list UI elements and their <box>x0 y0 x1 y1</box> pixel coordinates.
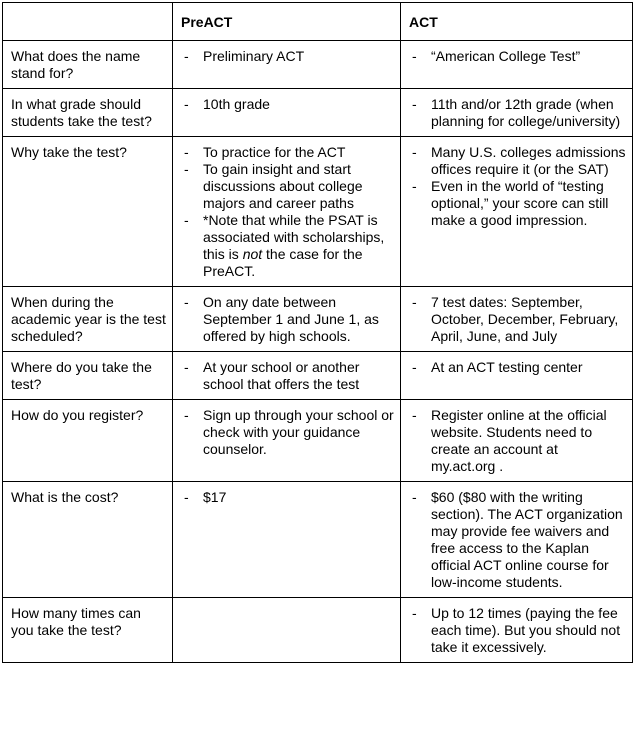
act-bullet-list <box>409 48 626 65</box>
act-bullet-list <box>409 294 626 345</box>
preact-cell <box>173 598 401 663</box>
bullet-item: - 11th and/or 12th grade (when planning for college/university) <box>431 96 626 130</box>
preact-cell <box>173 400 401 482</box>
question-cell: How do you register? <box>3 400 173 482</box>
preact-bullet-list <box>181 48 394 65</box>
act-cell <box>401 482 633 598</box>
note-emphasis: not <box>242 246 263 262</box>
bullet-item: - To gain insight and start discussions about college majors and career paths <box>203 161 394 212</box>
question-cell: What does the name stand for? <box>3 41 173 89</box>
table-row <box>3 400 633 482</box>
table-row <box>3 482 633 598</box>
table-body <box>3 41 633 663</box>
bullet-item: - 10th grade <box>203 96 394 113</box>
preact-bullet-list <box>181 359 394 393</box>
bullet-item <box>203 212 394 280</box>
act-bullet-list <box>409 96 626 130</box>
bullet-item: - Even in the world of “testing optional,” your score can still make a good impression. <box>431 178 626 229</box>
act-cell <box>401 287 633 352</box>
act-bullet-list <box>409 144 626 229</box>
preact-cell <box>173 287 401 352</box>
question-cell: How many times can you take the test? <box>3 598 173 663</box>
question-cell: Why take the test? <box>3 137 173 287</box>
header-cell-preact: PreACT <box>173 3 401 41</box>
act-cell <box>401 598 633 663</box>
act-cell <box>401 352 633 400</box>
act-cell <box>401 400 633 482</box>
bullet-item: - On any date between September 1 and June 1, as offered by high schools. <box>203 294 394 345</box>
act-cell <box>401 137 633 287</box>
bullet-item: - $17 <box>203 489 394 506</box>
bullet-item: - To practice for the ACT <box>203 144 394 161</box>
preact-bullet-list <box>181 407 394 458</box>
note-text-end: the case for the PreACT. <box>203 246 363 279</box>
question-cell: When during the academic year is the test scheduled? <box>3 287 173 352</box>
question-cell: In what grade should students take the test? <box>3 89 173 137</box>
preact-cell <box>173 137 401 287</box>
table-row <box>3 352 633 400</box>
preact-cell <box>173 482 401 598</box>
preact-cell <box>173 89 401 137</box>
bullet-item: - “American College Test” <box>431 48 626 65</box>
question-cell: What is the cost? <box>3 482 173 598</box>
header-row <box>3 3 633 41</box>
act-bullet-list <box>409 359 626 376</box>
note-text: *Note that while the PSAT is associated with scholarships, this is <box>203 212 385 262</box>
bullet-item: - At an ACT testing center <box>431 359 626 376</box>
header-cell-act: ACT <box>401 3 633 41</box>
act-bullet-list <box>409 605 626 656</box>
question-cell: Where do you take the test? <box>3 352 173 400</box>
preact-cell <box>173 352 401 400</box>
table-row <box>3 137 633 287</box>
act-bullet-list <box>409 407 626 475</box>
table-row <box>3 598 633 663</box>
bullet-item: - Up to 12 times (paying the fee each time). But you should not take it excessively. <box>431 605 626 656</box>
bullet-item: - $60 ($80 with the writing section). The ACT organization may provide fee waivers and free access to the Kaplan official ACT online course for low-income students. <box>431 489 626 591</box>
header-cell-empty <box>3 3 173 41</box>
table-row <box>3 89 633 137</box>
preact-bullet-list <box>181 294 394 345</box>
bullet-item: - 7 test dates: September, October, December, February, April, June, and July <box>431 294 626 345</box>
preact-bullet-list <box>181 96 394 113</box>
table-row <box>3 287 633 352</box>
table-row <box>3 41 633 89</box>
bullet-item: - Register online at the official website. Students need to create an account at my.act.org . <box>431 407 626 475</box>
bullet-item: - Many U.S. colleges admissions offices require it (or the SAT) <box>431 144 626 178</box>
act-cell <box>401 89 633 137</box>
bullet-item: - Preliminary ACT <box>203 48 394 65</box>
act-cell <box>401 41 633 89</box>
bullet-item: - Sign up through your school or check with your guidance counselor. <box>203 407 394 458</box>
comparison-table <box>2 2 633 663</box>
preact-bullet-list <box>181 144 394 280</box>
preact-cell <box>173 41 401 89</box>
act-bullet-list <box>409 489 626 591</box>
preact-bullet-list <box>181 489 394 506</box>
bullet-item: - At your school or another school that offers the test <box>203 359 394 393</box>
